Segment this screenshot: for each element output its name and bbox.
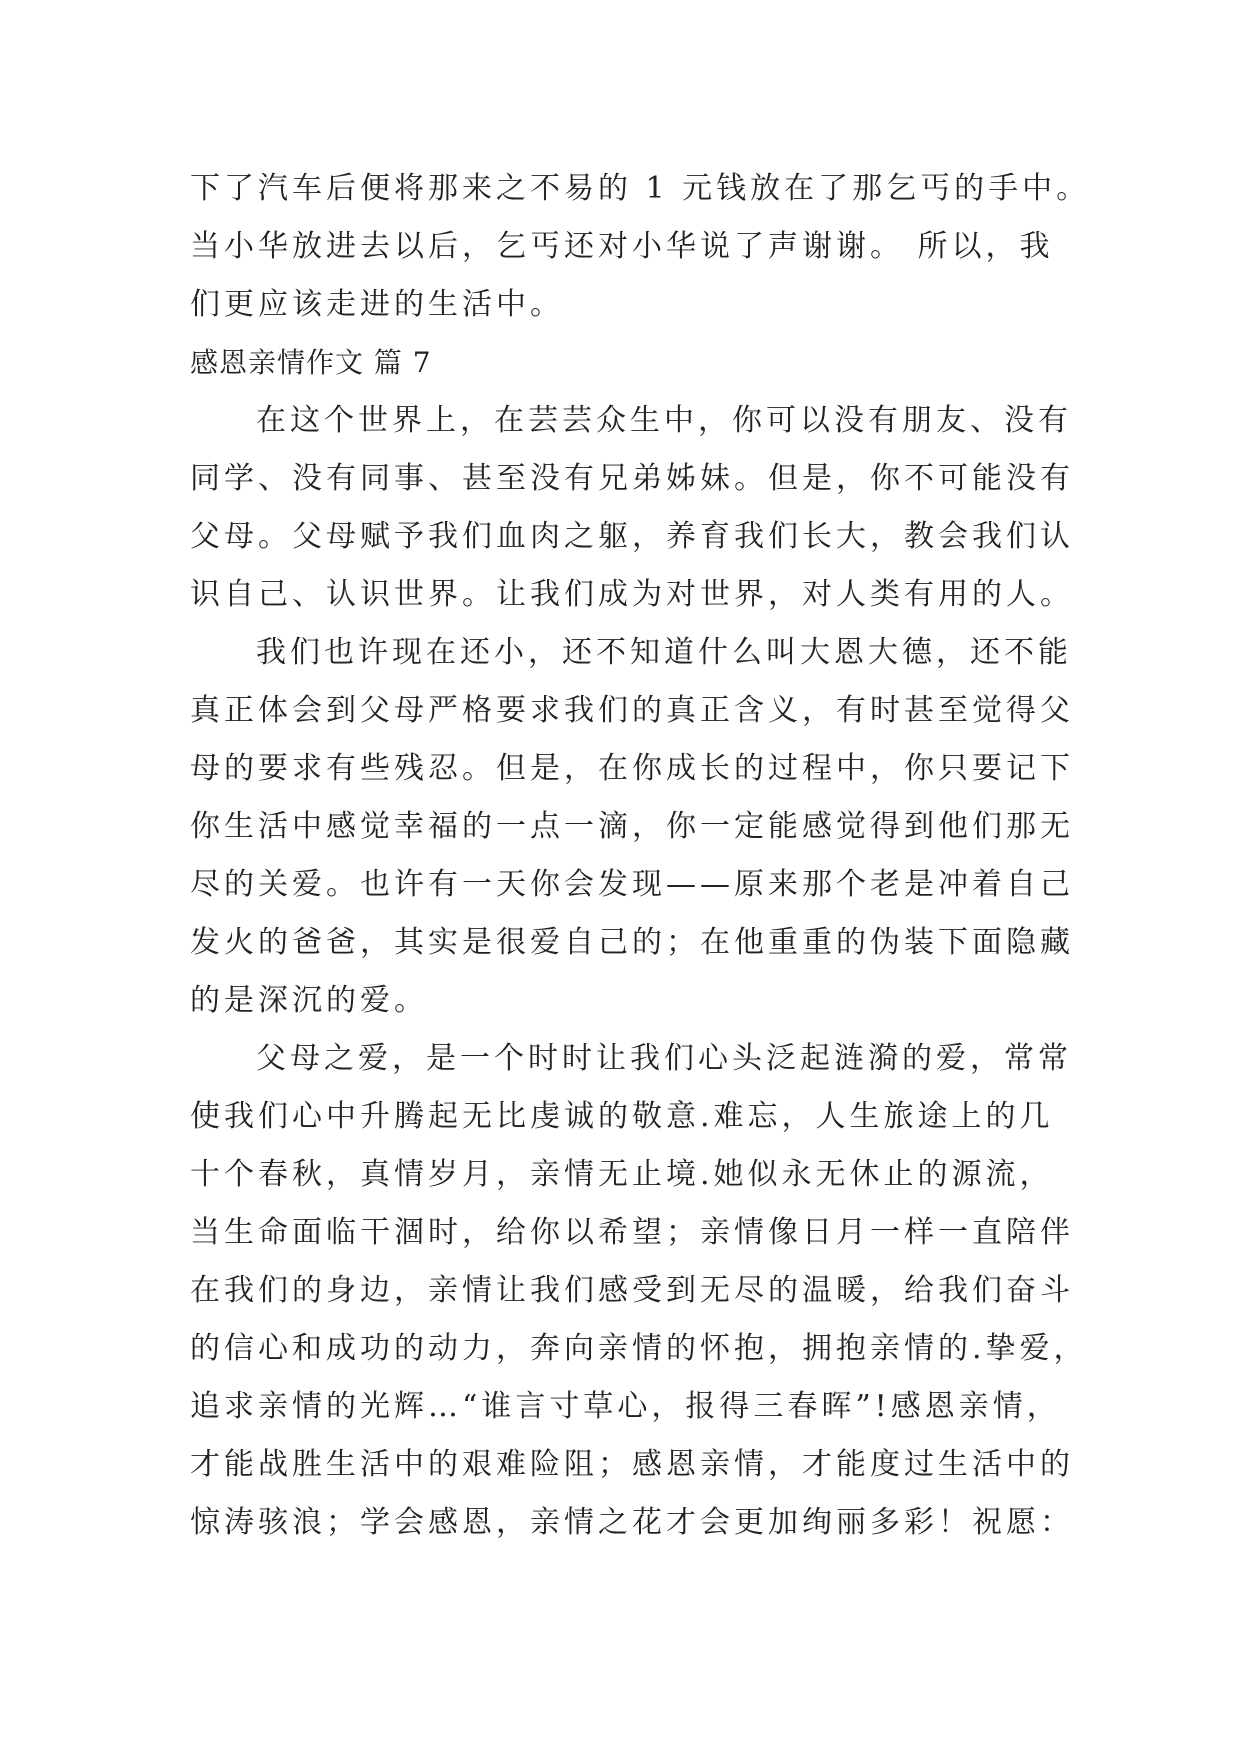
text-line: 尽的关爱。也许有一天你会发现——原来那个老是冲着自己 (190, 867, 1074, 902)
text-line: 父母之爱，是一个时时让我们心头泛起涟漪的爱，常常 (256, 1041, 1072, 1076)
text-line: 才能战胜生活中的艰难险阻；感恩亲情，才能度过生活中的 (190, 1447, 1074, 1482)
text-line: 识自己、认识世界。让我们成为对世界，对人类有用的人。 (190, 577, 1074, 612)
paragraph (190, 1030, 1088, 1552)
text-line: 惊涛骇浪；学会感恩，亲情之花才会更加绚丽多彩！祝愿： (190, 1505, 1074, 1540)
text-line: 母的要求有些残忍。但是，在你成长的过程中，你只要记下 (190, 751, 1074, 786)
document-body (190, 160, 1091, 1552)
text-line: 的信心和成功的动力，奔向亲情的怀抱，拥抱亲情的.挚爱， (190, 1331, 1088, 1366)
text-line: 的是深沉的爱。 (190, 983, 428, 1018)
text-line: 你生活中感觉幸福的一点一滴，你一定能感觉得到他们那无 (190, 809, 1074, 844)
text-line: 十个春秋，真情岁月，亲情无止境.她似永无休止的源流， (190, 1157, 1054, 1192)
section-title: 感恩亲情作文 篇 7 (190, 346, 432, 379)
paragraph (190, 624, 1074, 1030)
text-line: 当生命面临干涸时，给你以希望；亲情像日月一样一直陪伴 (190, 1215, 1074, 1250)
text-line: 发火的爸爸，其实是很爱自己的；在他重重的伪装下面隐藏 (190, 925, 1074, 960)
text-line: 们更应该走进的生活中。 (190, 287, 564, 322)
text-line: 在我们的身边，亲情让我们感受到无尽的温暖，给我们奋斗 (190, 1273, 1074, 1308)
text-line: 追求亲情的光辉…“谁言寸草心，报得三春晖”!感恩亲情， (190, 1389, 1061, 1424)
text-line: 当小华放进去以后，乞丐还对小华说了声谢谢。 所以，我 (190, 229, 1054, 264)
text-line: 我们也许现在还小，还不知道什么叫大恩大德，还不能 (256, 635, 1072, 670)
text-line: 父母。父母赋予我们血肉之躯，养育我们长大，教会我们认 (190, 519, 1074, 554)
paragraph (190, 392, 1074, 624)
text-line: 下了汽车后便将那来之不易的 1 元钱放在了那乞丐的手中。 (190, 171, 1091, 206)
text-line: 使我们心中升腾起无比虔诚的敬意.难忘，人生旅途上的几 (190, 1099, 1054, 1134)
text-line: 在这个世界上，在芸芸众生中，你可以没有朋友、没有 (256, 403, 1072, 438)
text-line: 同学、没有同事、甚至没有兄弟姊妹。但是，你不可能没有 (190, 461, 1074, 496)
text-line: 真正体会到父母严格要求我们的真正含义，有时甚至觉得父 (190, 693, 1074, 728)
